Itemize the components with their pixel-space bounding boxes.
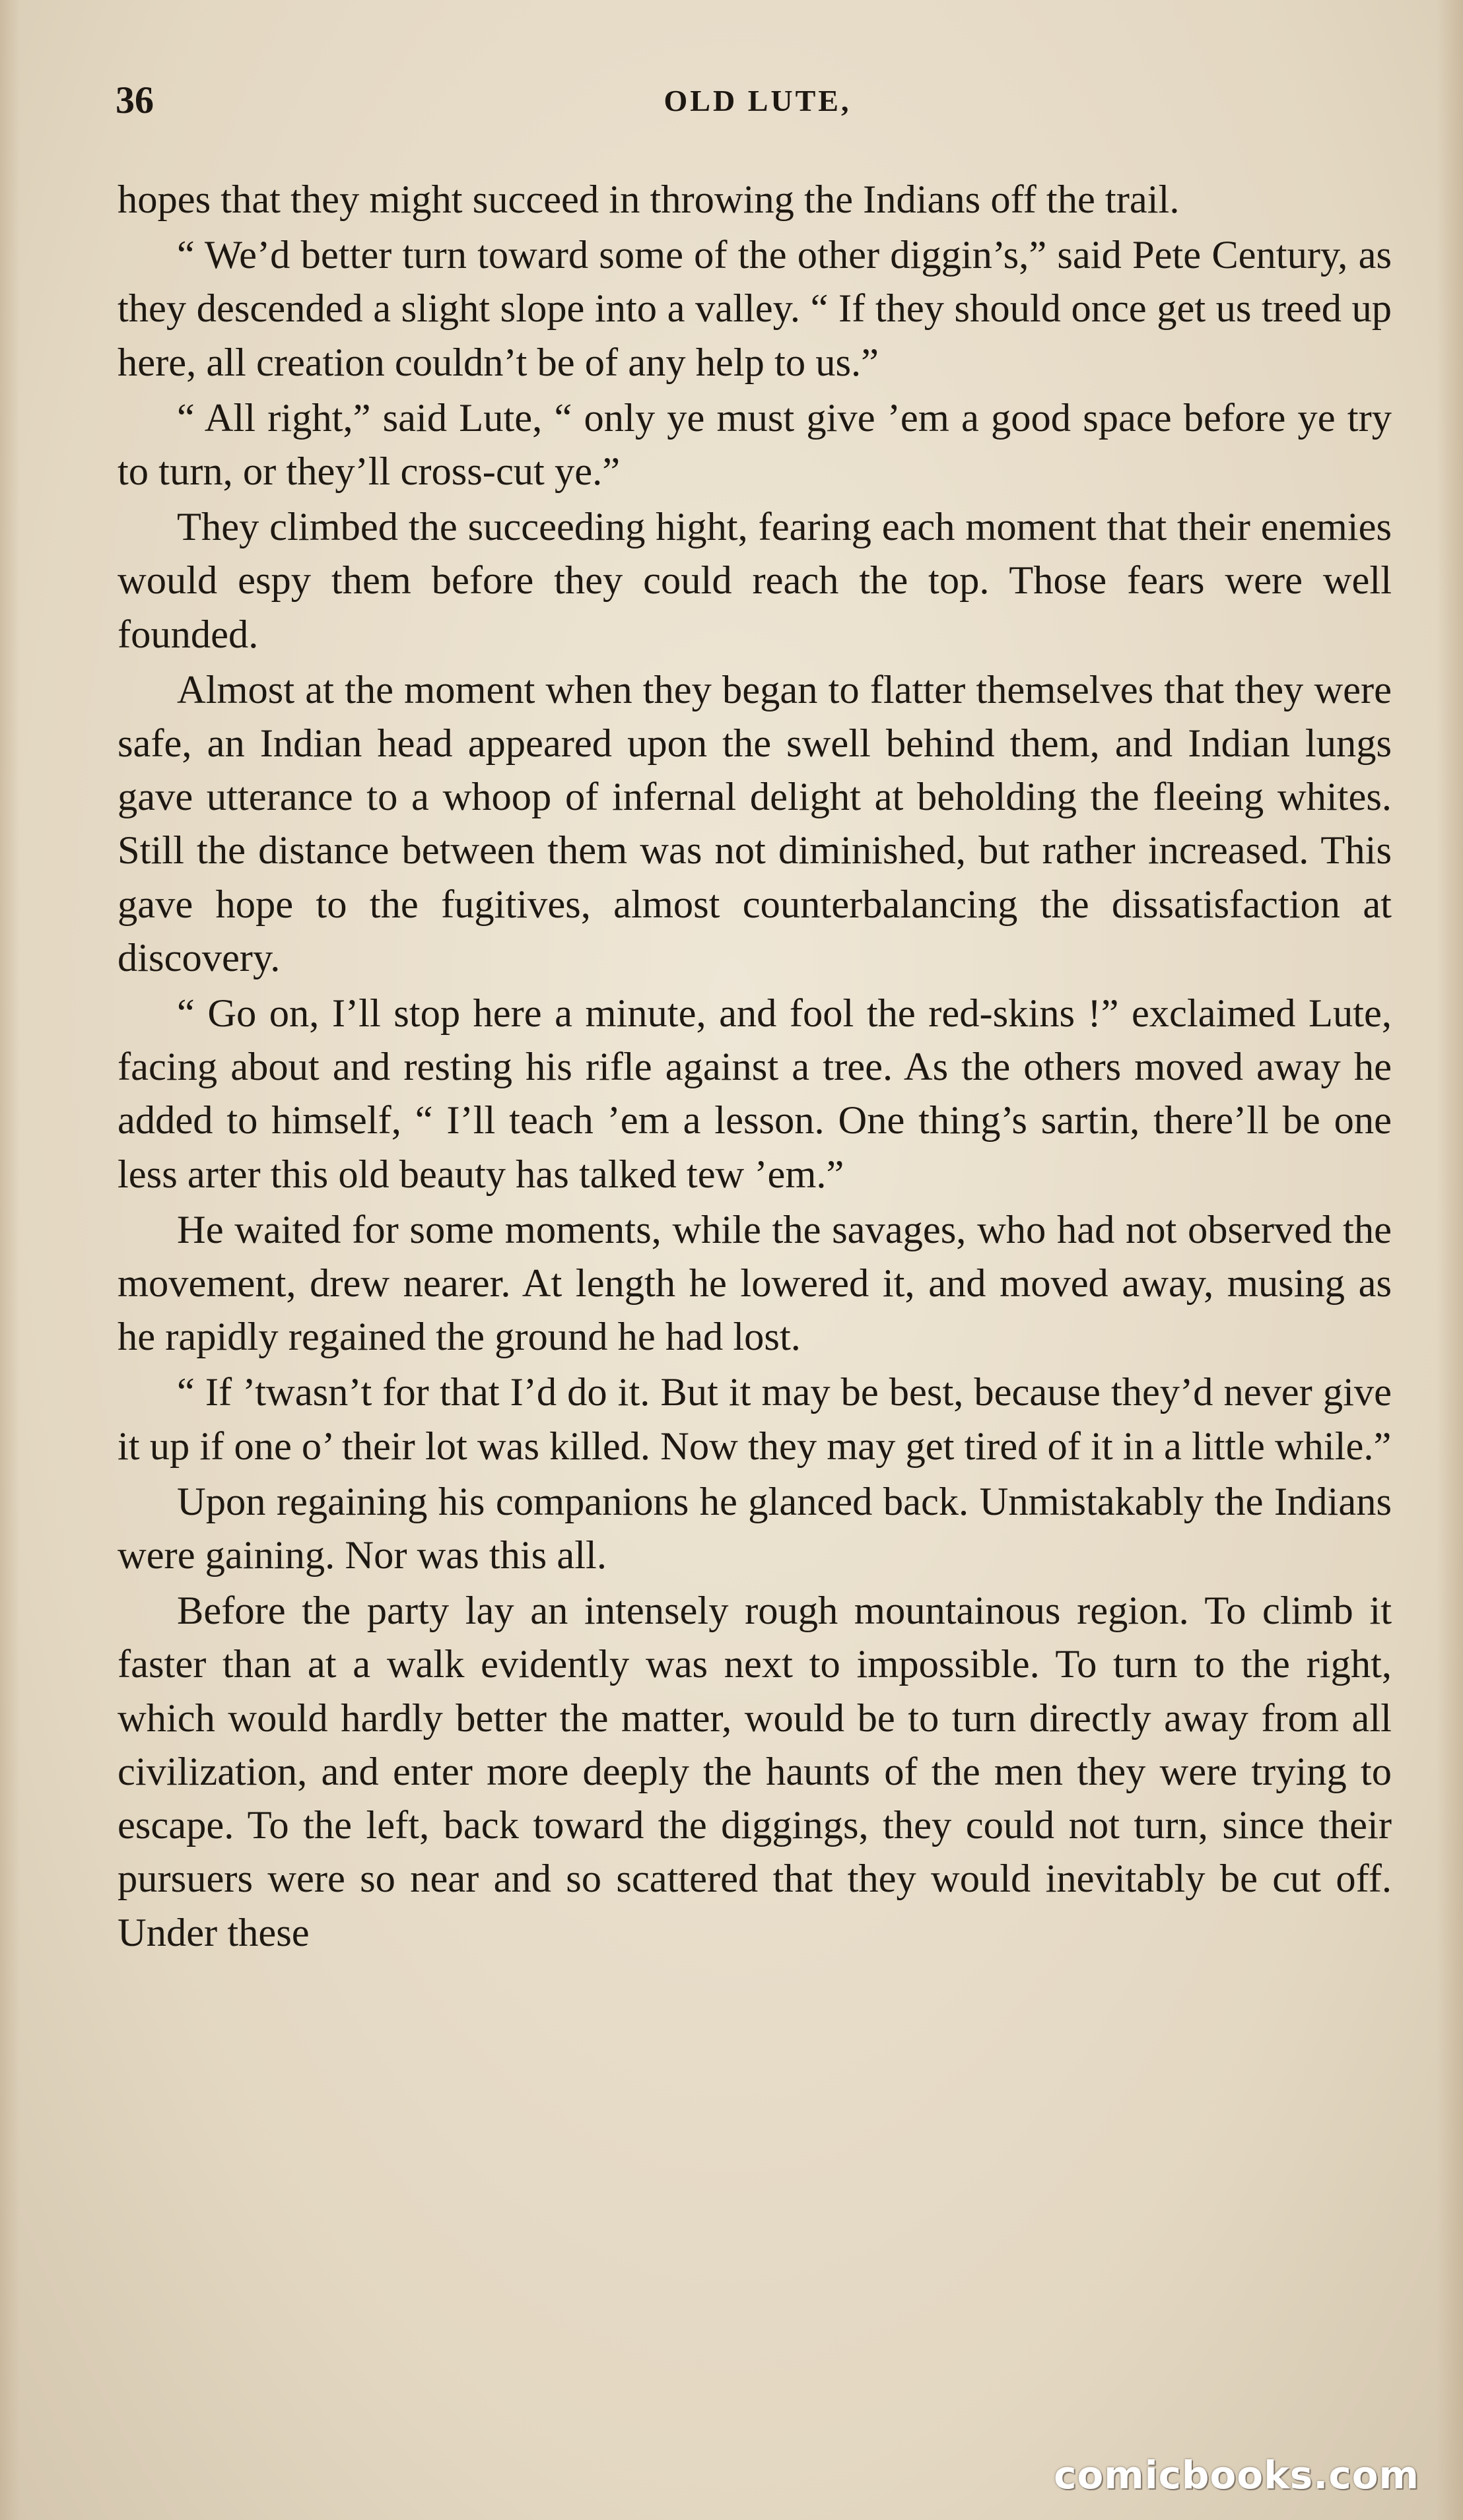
page-left-shadow xyxy=(0,0,20,2520)
page-number: 36 xyxy=(116,79,154,121)
paragraph: Before the party lay an intensely rough mountainous region. To climb it faster than at a walk evidently was next to impossible. To turn to the right, which would hardly better the matter, would be to turn directly away from all civilization, and enter more deeply the haunts of the men they were trying to escape. To the left, back toward the diggings, they could not turn, since their pursuers were so near and so scattered that they would inevitably be cut off. Under these xyxy=(118,1589,1392,1955)
paragraph: “ If ’twasn’t for that I’d do it. But it may be best, because they’d never give it up if one o’ their lot was killed. Now they may get tired of it in a little while.” xyxy=(118,1370,1392,1469)
paragraph: He waited for some moments, while the savages, who had not observed the movement, drew nearer. At length he lowered it, and moved away, musing as he rapidly regained the ground he had lost. xyxy=(118,1207,1392,1360)
paragraph: “ We’d better turn toward some of the other diggin’s,” said Pete Century, as they descended a slight slope into a valley. “ If they should once get us treed up here, all creation couldn’t be of any help to us.” xyxy=(118,233,1392,385)
paragraph: They climbed the succeeding hight, fearing each moment that their enemies would espy them before they could reach the top. Those fears were well founded. xyxy=(118,505,1392,657)
watermark: comicbooks.com xyxy=(1054,2453,1419,2498)
body-text xyxy=(118,173,1392,1962)
running-title: OLD LUTE, xyxy=(663,84,852,117)
paragraph: “ Go on, I’ll stop here a minute, and fool the red-skins !” exclaimed Lute, facing about and resting his rifle against a tree. As the others moved away he added to himself, “ I’ll teach ’em a lesson. One thing’s sartin, there’ll be one less arter this old beauty has talked tew ’em.” xyxy=(118,991,1392,1197)
paragraph: Almost at the moment when they began to flatter themselves that they were safe, an Indian head appeared upon the swell behind them, and Indian lungs gave utterance to a whoop of infernal delight at beholding the fleeing whites. Still the distance between them was not diminished, but rather increased. This gave hope to the fugitives, almost counterbalancing the dissatisfaction at discovery. xyxy=(118,667,1392,980)
page-header xyxy=(116,78,1400,131)
paragraph: hopes that they might succeed in throwing the Indians off the trail. xyxy=(118,178,1180,222)
page-right-shadow xyxy=(1437,0,1463,2520)
paragraph: “ All right,” said Lute, “ only ye must give ’em a good space before ye try to turn, or they’ll cross-cut ye.” xyxy=(118,395,1392,494)
paragraph: Upon regaining his companions he glanced back. Unmistakably the Indians were gaining. Nor was this all. xyxy=(118,1479,1392,1578)
